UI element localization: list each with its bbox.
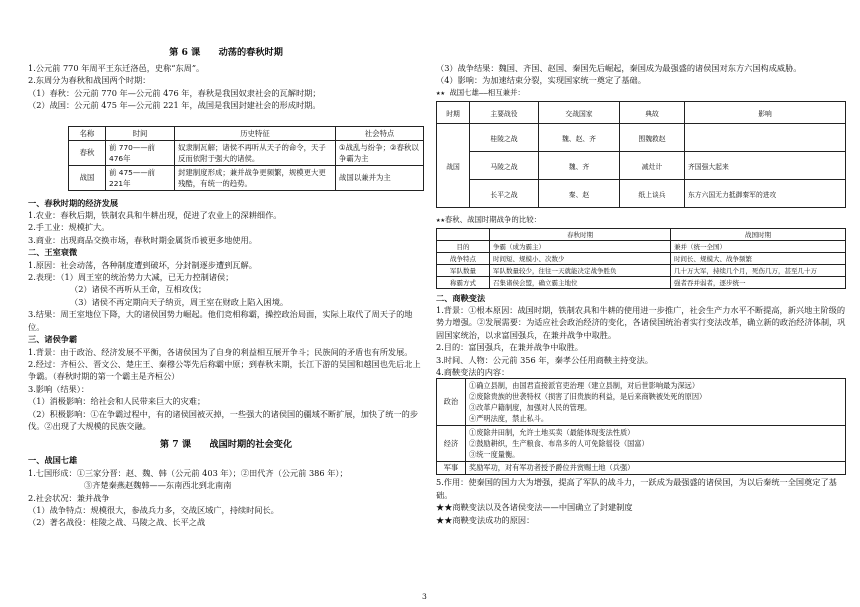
table-cell: 东方六国无力抵御秦军的进攻 <box>685 180 846 208</box>
text-line: （2）战国：公元前 475 年—公元前 221 年，战国是我国封建社会的形成时期。 <box>28 100 321 111</box>
table-cell: 目的 <box>437 240 490 252</box>
right-column <box>436 62 846 526</box>
table-header: 时期 <box>437 102 470 124</box>
table-cell: 政治 <box>437 379 466 426</box>
table-row <box>437 152 846 180</box>
text-line: 3.时间、人物：公元前 356 年，秦孝公任用商鞅主持变法。 <box>436 354 653 365</box>
table-cell: 春秋 <box>69 140 106 165</box>
text-line: （1）战争特点：规模很大，参战兵力多，交战区域广，持续时间长。 <box>28 504 279 515</box>
text-line: 5.作用：使秦国的国力大为增强，提高了军队的战斗力，一跃成为最强盛的诸侯国，为以后秦统一全国奠定了基础。 <box>436 477 837 500</box>
table-header: 典故 <box>620 102 685 124</box>
lesson6-title: 第 6 课 动荡的春秋时期 <box>169 47 283 58</box>
table-cell: 奖励军功，对有军功者授予爵位并赏赐土地（兵强） <box>466 462 846 475</box>
text-line: （2）诸侯不再听从王命，互相攻伐； <box>70 284 207 295</box>
table-cell: 秦、赵 <box>539 180 620 208</box>
table-caption: ★★ 战国七雄——相互兼并： <box>436 87 525 97</box>
lesson7-title: 第 7 课 战国时期的社会变化 <box>159 439 293 451</box>
table-cell <box>466 379 846 426</box>
table-cell: 围魏救赵 <box>620 124 685 152</box>
table-header <box>437 228 490 240</box>
text-line: 3.影响（结果）： <box>28 383 90 394</box>
text-line: 2.东周分为春秋和战国两个时期： <box>28 75 151 86</box>
table-cell <box>685 124 846 152</box>
table-cell: 前 770——前 476年 <box>106 140 175 165</box>
table-cell: 军事 <box>437 462 466 475</box>
table-cell: 兼并（统一全国） <box>671 240 846 252</box>
table-row <box>437 180 846 208</box>
table-header: 影响 <box>685 102 846 124</box>
table-cell: 强者吞并弱者，逐步统一 <box>671 276 846 288</box>
text-line: 2.社会状况：兼并战争 <box>28 492 110 503</box>
reform-item: ①确立县制，由国君直接派官吏治理（建立县制，对后世影响最为深远） <box>469 381 700 391</box>
table-cell: 战国以兼并为主 <box>336 165 424 190</box>
table-header: 主要战役 <box>470 102 539 124</box>
table-cell: 几十万大军，持续几个月，死伤几万，甚至几十万 <box>671 264 846 276</box>
reform-item: ②废除贵族的世袭特权（损害了旧贵族的利益，是后来商鞅被处死的原因） <box>469 392 707 402</box>
text-line: （2）著名战役：桂陵之战、马陵之战、长平之战 <box>28 517 206 528</box>
left-column <box>28 44 424 529</box>
table-caption: ★★春秋、战国时期战争的比较： <box>436 215 541 225</box>
text-line: （3）诸侯不再定期向天子纳贡，周王室在财政上陷入困境。 <box>70 296 289 307</box>
text-line: （1）消极影响：给社会和人民带来巨大的灾难； <box>28 396 206 407</box>
text-line: 4.商鞅变法的内容： <box>436 367 510 378</box>
table-cell: 奴隶制瓦解；诸侯不再听从天子的命令，天子反而依附于强大的诸侯。 <box>175 140 336 165</box>
reform-item: ③统一度量衡。 <box>469 450 520 460</box>
table-cell: 长平之战 <box>470 180 539 208</box>
text-line: 1.公元前 770 年周平王东迁洛邑，史称“东周”。 <box>28 63 205 73</box>
section-heading: 二、商鞅变法 <box>436 292 486 303</box>
table-cell: 时间短、规模小、次数少 <box>490 252 671 264</box>
reform-item: ③改革户籍制度，加强对人民的管理。 <box>469 403 592 413</box>
battle-table <box>436 101 846 208</box>
table-cell: 封建制度形成；兼并战争更频繁，规模更大更残酷，有统一的趋势。 <box>175 165 336 190</box>
text-line: 1.背景：①根本原因：战国时期，铁制农具和牛耕的使用进一步推广，社会生产力水平不断提高，新兴地主阶级的势力增强。②发展需要：为适应社会政治经济的变化，各诸侯国统治者实行变法改革，确立新的政治经济体制，巩固国家统治，以求富国强兵，在兼并战争中取胜。 <box>436 305 846 340</box>
text-line: 1.七国形成：①三家分晋：赵、魏、韩（公元前 403 年）；②田代齐（公元前 386 年）； <box>28 467 348 478</box>
table-cell <box>466 426 846 462</box>
table-header: 时间 <box>106 126 175 140</box>
table-row <box>437 240 846 252</box>
table-row <box>437 426 846 462</box>
section-heading: 一、战国七雄 <box>28 455 78 466</box>
reform-item: ②鼓励耕织，生产粮食、布帛多的人可免除徭役（国富） <box>469 439 649 449</box>
table-row <box>437 276 846 288</box>
text-line: （1）春秋：公元前 770 年—公元前 476 年，春秋是我国奴隶社会的瓦解时期； <box>28 87 321 98</box>
table-row <box>437 462 846 475</box>
table-cell: 马陵之战 <box>470 152 539 180</box>
text-line: （4）影响：为加速结束分裂，实现国家统一奠定了基础。 <box>436 75 646 86</box>
table-cell: 前 475——前 221年 <box>106 165 175 190</box>
text-line: 2.手工业：规模扩大。 <box>28 222 110 233</box>
table-cell: 减灶计 <box>620 152 685 180</box>
section-heading: 三、诸侯争霸 <box>28 334 78 345</box>
text-line: 2.目的：富国强兵，在兼并战争中取胜。 <box>436 342 583 353</box>
table-row <box>437 124 846 152</box>
table-cell: 桂陵之战 <box>470 124 539 152</box>
text-line: 1.农业：春秋后期，铁制农具和牛耕出现，促进了农业上的深耕细作。 <box>28 210 282 221</box>
text-line: （3）战争结果：魏国、齐国、赵国、秦国先后崛起，秦国成为最强盛的诸侯国对东方六国构成威胁。 <box>436 63 802 73</box>
text-line: ★★商鞅变法成功的原因： <box>436 514 535 525</box>
table-cell: 纸上谈兵 <box>620 180 685 208</box>
table-row <box>437 264 846 276</box>
table-cell: 军队数量 <box>437 264 490 276</box>
table-cell: 争霸（成为霸主） <box>490 240 671 252</box>
section-heading: 二、王室衰微 <box>28 247 78 258</box>
page-number: 3 <box>422 592 427 601</box>
text-line: （2）积极影响：①在争霸过程中，有的诸侯国被灭掉，一些强大的诸侯国的疆域不断扩展，加快了统一的步伐。②出现了大规模的民族交融。 <box>28 408 419 431</box>
period-table <box>68 126 424 191</box>
reform-table <box>436 378 846 475</box>
text-line: 3.商业：出现商品交换市场，春秋时期金属货币被更多地使用。 <box>28 234 257 245</box>
table-cell: 魏、齐 <box>539 152 620 180</box>
section-heading: 一、春秋时期的经济发展 <box>28 197 119 208</box>
table-header: 历史特征 <box>175 126 336 140</box>
table-cell: 军队数量较少，往往一天就能决定战争胜负 <box>490 264 671 276</box>
table-cell: 战争特点 <box>437 252 490 264</box>
table-header: 春秋时期 <box>490 228 671 240</box>
text-line: 2.经过：齐桓公、晋文公、楚庄王、秦穆公等先后称霸中原；到春秋末期，长江下游的吴国和越国也先后北上争霸。（春秋时期的第一个霸主是齐桓公） <box>28 358 421 382</box>
table-cell: 时间长、规模大、战争频繁 <box>671 252 846 264</box>
table-cell: 召集诸侯会盟，确立霸主地位 <box>490 276 671 288</box>
table-cell: 战国 <box>69 165 106 190</box>
table-cell: ①战乱与纷争；②春秋以争霸为主 <box>336 140 424 165</box>
text-line: 1.原因：社会动荡，各种制度遭到破坏，分封制逐步遭到瓦解。 <box>28 259 257 270</box>
table-cell: 齐国强大起来 <box>685 152 846 180</box>
table-header: 战国时期 <box>671 228 846 240</box>
table-header: 名称 <box>69 126 106 140</box>
text-line: 3.结果：周王室地位下降，大的诸侯国势力崛起。他们竞相称霸，操控政治局面，实际上取代了周天子的地位。 <box>28 309 413 332</box>
table-row <box>437 252 846 264</box>
table-cell: 魏、赵、齐 <box>539 124 620 152</box>
text-line: 2.表现：（1）周王室的统治势力大减，已无力控制诸侯； <box>28 272 234 283</box>
table-cell: 战国 <box>437 124 470 208</box>
table-row <box>437 379 846 426</box>
table-cell: 称霸方式 <box>437 276 490 288</box>
table-header: 社会特点 <box>336 126 424 140</box>
table-cell: 经济 <box>437 426 466 462</box>
table-header: 交战国家 <box>539 102 620 124</box>
table-row <box>69 140 424 165</box>
table-row <box>69 165 424 190</box>
text-line: ③齐楚秦燕赵魏韩——东南西北到北南南 <box>84 480 232 491</box>
reform-item: ④严明法度，禁止私斗。 <box>469 414 549 424</box>
compare-table <box>436 228 846 289</box>
text-line: ★★商鞅变法以及各诸侯变法——中国确立了封建制度 <box>436 502 633 513</box>
reform-item: ①废除井田制，允许土地买卖（最能体现变法性质） <box>469 428 635 438</box>
text-line: 1.背景：由于政治、经济发展不平衡，各诸侯国为了自身的利益相互展开争斗；民族间的矛盾也有所发展。 <box>28 346 413 357</box>
